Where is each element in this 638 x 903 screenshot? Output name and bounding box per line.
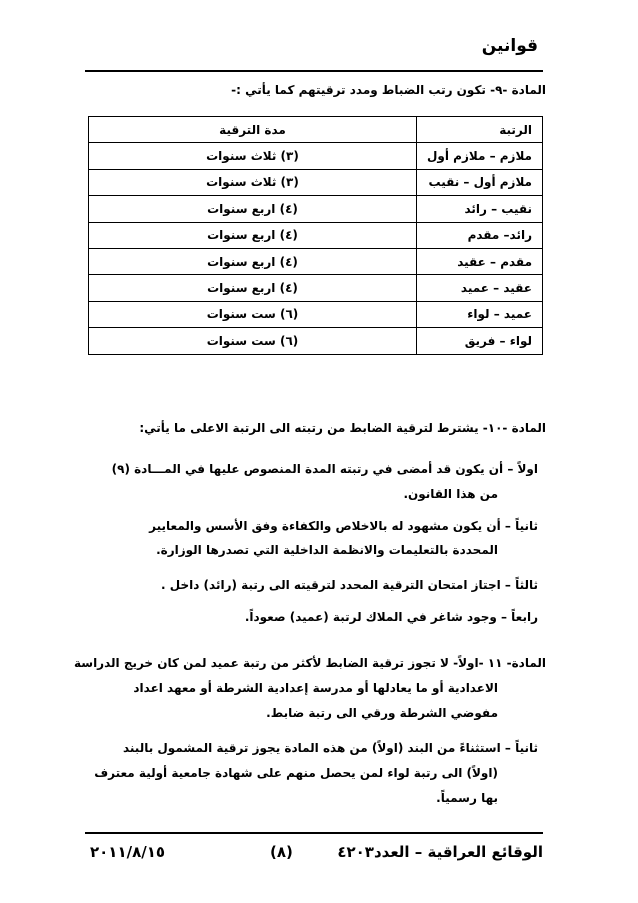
duration-cell: (٤) اربع سنوات [89, 222, 417, 248]
article-11-line-3: مفوضي الشرطة ورقي الى رتبة ضابط. [266, 706, 498, 720]
footer-publication: الوقائع العراقية – العدد٤٢٠٣ [337, 843, 543, 861]
duration-cell: (٤) اربع سنوات [89, 196, 417, 222]
footer-date: ٢٠١١/٨/١٥ [90, 843, 166, 861]
duration-cell: (٤) اربع سنوات [89, 248, 417, 274]
rank-cell: عقيد – عميد [416, 275, 542, 301]
table-row [89, 196, 543, 222]
article-10-clause-1: اولاً – أن يكون قد أمضى في رتبته المدة المنصوص عليها في المـــادة (٩) [111, 462, 538, 476]
header-rule [85, 70, 543, 72]
table-row [89, 248, 543, 274]
article-11-line-6: بها رسمياً. [436, 791, 498, 805]
rank-promotion-table [88, 116, 543, 355]
rank-cell: ملازم أول – نقيب [416, 169, 542, 195]
article-10-clause-4: رابعاً – وجود شاغر في الملاك لرتبة (عميد) صعوداً. [244, 610, 538, 624]
page-header-title: قوانين [481, 36, 538, 56]
footer-page-number: (٨) [270, 843, 293, 861]
duration-cell: (٣) ثلاث سنوات [89, 169, 417, 195]
table-row [89, 143, 543, 169]
rank-cell: ملازم – ملازم أول [416, 143, 542, 169]
rank-cell: نقيب – رائد [416, 196, 542, 222]
duration-cell: (٦) ست سنوات [89, 328, 417, 354]
article-10-clause-2-cont: المحددة بالتعليمات والانظمة الداخلية التي تصدرها الوزارة. [156, 543, 498, 557]
table-row [89, 222, 543, 248]
table-row [89, 275, 543, 301]
duration-cell: (٣) ثلاث سنوات [89, 143, 417, 169]
table-row [89, 169, 543, 195]
article-10-clause-1-cont: من هذا القانون. [403, 487, 498, 501]
article-11-line-1: المادة- ١١ -اولاً- لا تجوز ترقية الضابط لأكثر من رتبة عميد لمن كان خريج الدراسة [73, 656, 546, 670]
article-10-clause-3: ثالثاً – اجتاز امتحان الترقية المحدد لترقيته الى رتبة (رائد) داخل . [161, 578, 538, 592]
article-11-line-4: ثانياً – استثناءً من البند (اولاً) من هذه المادة يجوز ترقية المشمول بالبند [122, 741, 538, 755]
rank-cell: عميد – لواء [416, 301, 542, 327]
rank-cell: رائد– مقدم [416, 222, 542, 248]
table-row [89, 328, 543, 354]
column-header-duration: مدة الترقية [89, 117, 417, 143]
rank-cell: لواء – فريق [416, 328, 542, 354]
footer-rule [85, 832, 543, 834]
rank-cell: مقدم – عقيد [416, 248, 542, 274]
article-11-line-2: الاعدادية أو ما يعادلها أو مدرسة إعدادية الشرطة أو معهد اعداد [133, 681, 498, 695]
table-row [89, 301, 543, 327]
article-11-line-5: (اولاً) الى رتبة لواء لمن يحصل منهم على شهادة جامعية أولية معترف [94, 766, 498, 780]
article-10-clause-2: ثانياً – أن يكون مشهود له بالاخلاص والكفاءة وفق الأسس والمعايير [149, 519, 538, 533]
duration-cell: (٤) اربع سنوات [89, 275, 417, 301]
article-10-heading: المادة -١٠- يشترط لترقية الضابط من رتبته الى الرتبة الاعلى ما يأتي: [139, 421, 546, 435]
column-header-rank: الرتبة [416, 117, 542, 143]
table-header-row [89, 117, 543, 143]
duration-cell: (٦) ست سنوات [89, 301, 417, 327]
article-9-heading: المادة -٩- تكون رتب الضباط ومدد ترقيتهم كما يأتي :- [231, 83, 546, 97]
